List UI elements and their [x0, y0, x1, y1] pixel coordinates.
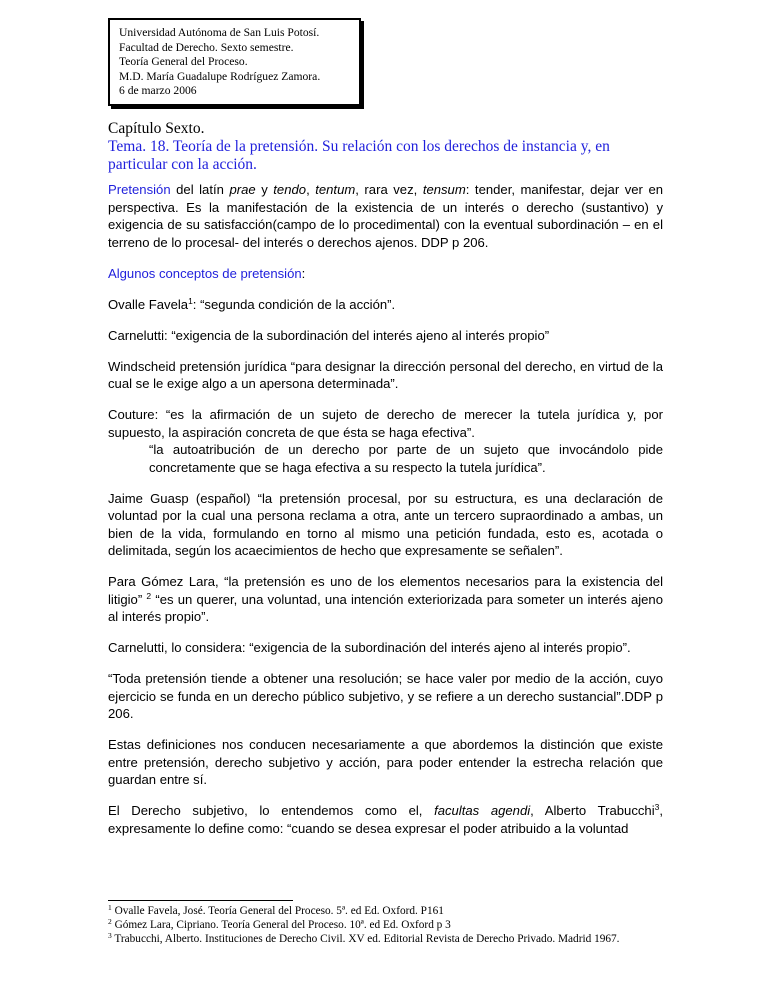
footnote-1: $^1$ Ovalle Favela, José. Teoría General del Proceso. 5ª. ed Ed. Oxford. P161 [108, 903, 444, 917]
paragraph-ovalle: Ovalle Favela$^1$: “segunda condición de la acción”. [108, 295, 396, 312]
concepts-heading: Algunos conceptos de pretensión: [108, 265, 306, 281]
paragraph-couture: Couture: “es la afirmación de un sujeto de derecho de merecer la tutela jurídica y, por supuesto, la aspiración concreta de que ésta se haga efectiva”. “la autoatribución de un derecho por parte de un sujeto que invocándolo pide concretamente que se haga efectiva a su respecto la tutela jurídica”. [108, 407, 663, 475]
paragraph-carnelutti-1: Carnelutti: “exigencia de la subordinación del interés ajeno al interés propio” [108, 327, 550, 343]
paragraph-carnelutti-2: Carnelutti, lo considera: “exigencia de la subordinación del interés ajeno al interés propio”. [108, 640, 631, 655]
paragraph-derecho-subjetivo: El Derecho subjetivo, lo entendemos como el, facultas agendi, Alberto Trabucchi$^3$, expresamente lo define como: “cuando se desea expresar el poder atribuido a la voluntad [108, 802, 663, 836]
footnotes [108, 904, 673, 947]
course-line: Teoría General del Proceso. [119, 55, 248, 69]
footnote-separator [108, 900, 293, 901]
paragraph-toda-pretension: “Toda pretensión tiende a obtener una resolución; se hace valer por medio de la acción, cuyo ejercicio se funda en un derecho público subjetivo, y se refiere a un derecho sustancial”.DDP p 206. [108, 671, 663, 721]
couture-quote: “la autoatribución de un derecho por parte de un sujeto que invocándolo pide concretamente que se haga efectiva a su respecto la tutela jurídica”. [149, 442, 663, 475]
footnote-ref-1: 1 [188, 295, 193, 306]
document-body [108, 181, 663, 851]
university-line: Universidad Autónoma de San Luis Potosí. [119, 26, 320, 39]
paragraph-pretension-definition: Pretensión del latín prae y tendo, tentum, rara vez, tensum: tender, manifestar, dejar ver en perspectiva. Es la manifestación de la existencia de un interés o derecho (sustantivo) y exigencia de su satisfacción(campo de lo procedimental) con la eventual subordinación – en el terreno de lo procesal- del interés o derechos ajenos. DDP p 206. [108, 182, 664, 250]
paragraph-estas-definiciones: Estas definiciones nos conducen necesariamente a que abordemos la distinción que existe entre pretensión, derecho subjetivo y acción, para poder entender la estrecha relación que guardan entre sí. [108, 737, 663, 787]
term-pretension: Pretensión [108, 182, 171, 197]
footnote-ref-2: 2 [146, 590, 152, 601]
paragraph-guasp: Jaime Guasp (español) “la pretensión procesal, por su estructura, es una declaración de voluntad por la cual una persona reclama a otra, ante un tercero supraordinado a ambas, un bien de la vida, formulando en torno al mismo una petición fundada, esto es, acotada o delimitada, según los acaecimientos de hecho que expresamente se señalen”. [108, 490, 663, 558]
course-info-box [108, 18, 361, 106]
topic-title: Tema. 18. Teoría de la pretensión. Su relación con los derechos de instancia y, en particular con la acción. [108, 138, 610, 173]
date-line: 6 de marzo 2006 [119, 84, 197, 98]
author-line: M.D. María Guadalupe Rodríguez Zamora. [119, 69, 321, 83]
footnote-3: $^3$ Trabucchi, Alberto. Instituciones de Derecho Civil. XV ed. Editorial Revista de Derecho Privado. Madrid 1967. [108, 931, 620, 946]
chapter-title: Capítulo Sexto. [108, 120, 205, 137]
paragraph-windscheid: Windscheid pretensión jurídica “para designar la dirección personal del derecho, en virtud de la cual se le exige algo a un apersona determinada”. [108, 358, 663, 391]
footnote-ref-3: 3 [654, 802, 660, 812]
faculty-line: Facultad de Derecho. Sexto semestre. [119, 40, 294, 54]
footnote-2: $^2$ Gómez Lara, Cipriano. Teoría General del Proceso. 10ª. ed Ed. Oxford p 3 [108, 917, 451, 932]
paragraph-gomez-lara: Para Gómez Lara, “la pretensión es uno de los elementos necesarios para la existencia del litigio” $^2$ “es un querer, una voluntad, una intención exteriorizada para someter un interés ajeno al interés propio”. [108, 574, 663, 624]
